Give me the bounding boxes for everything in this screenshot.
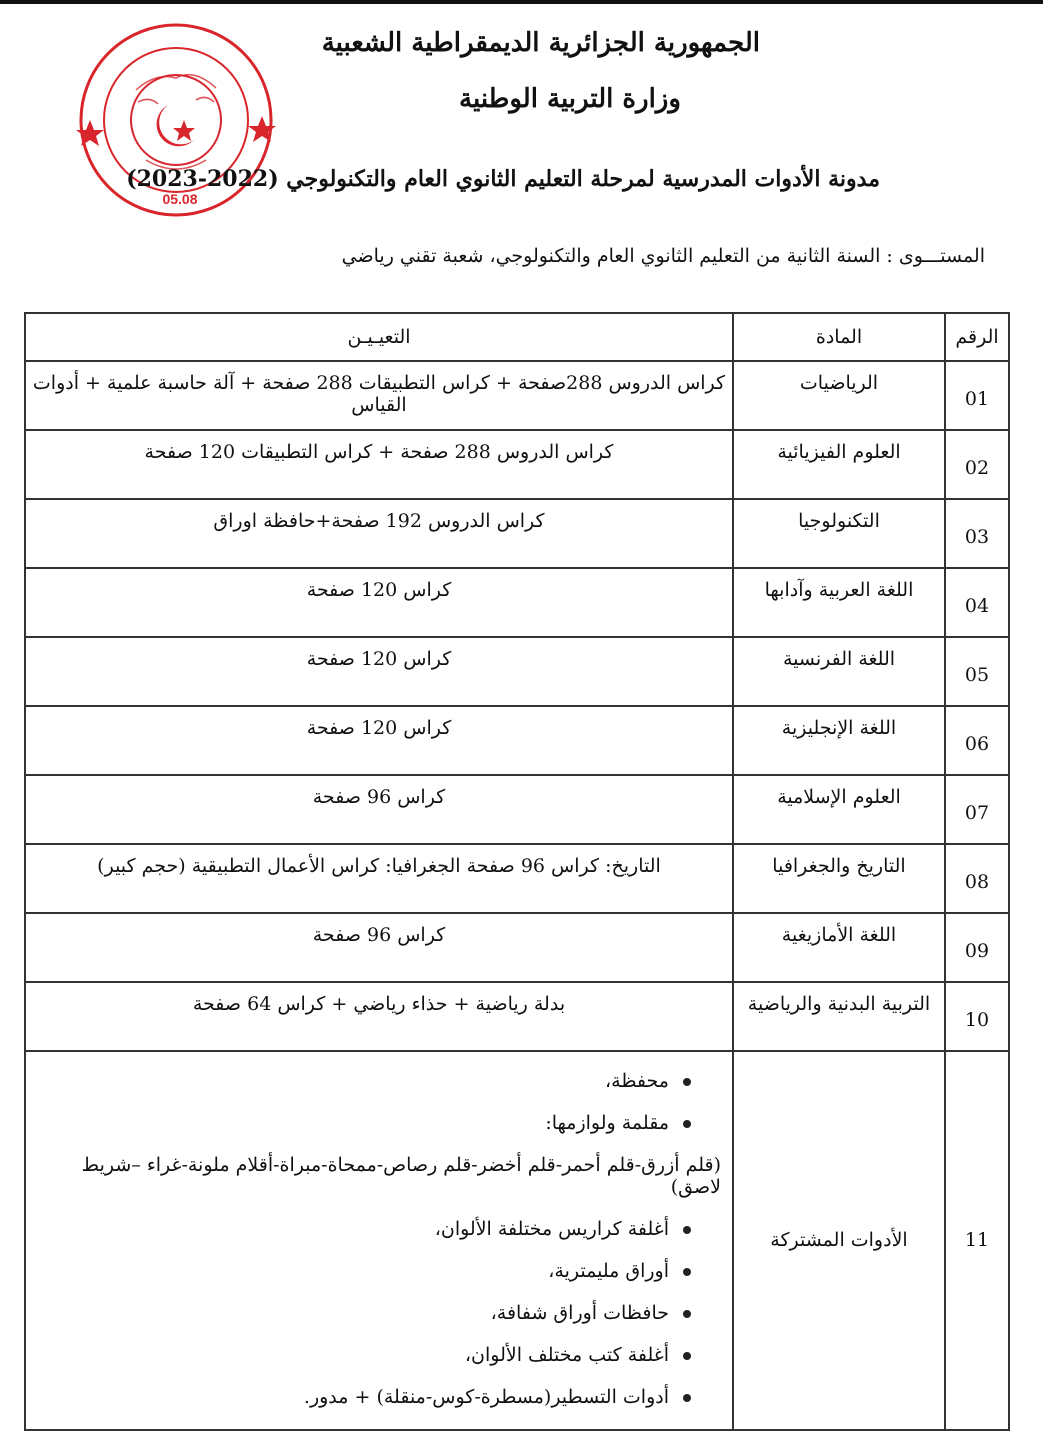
bullet-icon [683,1078,691,1086]
row-num: 07 [945,775,1009,844]
row-designation: كراس 96 صفحة [25,775,733,844]
list-item: مقلمة ولوازمها: [27,1112,691,1134]
bullet-icon [683,1394,691,1402]
table-row [25,637,1009,706]
table-row [25,430,1009,499]
row-num: 11 [945,1051,1009,1430]
row-num: 06 [945,706,1009,775]
common-tools-cell [25,1051,733,1430]
common-tools-list [27,1070,731,1408]
bullet-icon [683,1352,691,1360]
row-num: 03 [945,499,1009,568]
row-designation: بدلة رياضية + حذاء رياضي + كراس 64 صفحة [25,982,733,1051]
table-row [25,499,1009,568]
row-subject: العلوم الإسلامية [733,775,945,844]
table-row [25,568,1009,637]
row-subject: التربية البدنية والرياضية [733,982,945,1051]
list-item: أغلفة كتب مختلف الألوان، [27,1344,691,1366]
document-title: مدونة الأدوات المدرسية لمرحلة التعليم الثانوي العام والتكنولوجي (2022-2023) [126,166,880,192]
supplies-table [24,312,1010,1431]
table-row [25,361,1009,430]
row-designation: كراس الدروس 192 صفحة+حافظة اوراق [25,499,733,568]
row-designation: كراس 96 صفحة [25,913,733,982]
row-num: 04 [945,568,1009,637]
list-item: أغلفة كراريس مختلفة الألوان، [27,1218,691,1240]
list-item: (قلم أزرق-قلم أحمر-قلم أخضر-قلم رصاص-ممحاة-مبراة-أقلام ملونة-غراء –شريط لاصق) [81,1154,721,1198]
row-subject: العلوم الفيزيائية [733,430,945,499]
row-num: 10 [945,982,1009,1051]
row-num: 01 [945,361,1009,430]
list-item: أدوات التسطير(مسطرة-كوس-منقلة) + مدور. [27,1386,691,1408]
header-subject: المادة [733,313,945,361]
row-num: 02 [945,430,1009,499]
row-subject: اللغة العربية وآدابها [733,568,945,637]
level-line: المستـــوى : السنة الثانية من التعليم الثانوي العام والتكنولوجي، شعبة تقني رياضي [341,245,985,267]
stamp-date: 05.08 [162,191,198,207]
table-row [25,844,1009,913]
row-subject: الأدوات المشتركة [733,1051,945,1430]
row-subject: اللغة الفرنسية [733,637,945,706]
list-item: أوراق مليمترية، [27,1260,691,1282]
table-row-common [25,1051,1009,1430]
table-row [25,913,1009,982]
table-row [25,775,1009,844]
list-item: حافظات أوراق شفافة، [27,1302,691,1324]
row-subject: التكنولوجيا [733,499,945,568]
row-designation: التاريخ: كراس 96 صفحة الجغرافيا: كراس الأعمال التطبيقية (حجم كبير) [25,844,733,913]
bullet-icon [683,1226,691,1234]
row-subject: اللغة الأمازيغية [733,913,945,982]
row-num: 08 [945,844,1009,913]
top-edge-bar [0,0,1043,4]
row-subject: التاريخ والجغرافيا [733,844,945,913]
header-designation: التعيـيـن [25,313,733,361]
stamp-crescent [157,105,194,146]
row-designation: كراس 120 صفحة [25,706,733,775]
table-header-row [25,313,1009,361]
row-designation: كراس الدروس 288صفحة + كراس التطبيقات 288 صفحة + آلة حاسبة علمية + أدوات القياس [25,361,733,430]
bullet-icon [683,1268,691,1276]
row-subject: اللغة الإنجليزية [733,706,945,775]
republic-title: الجمهورية الجزائرية الديمقراطية الشعبية [321,28,760,58]
row-subject: الرياضيات [733,361,945,430]
row-num: 09 [945,913,1009,982]
table-row [25,706,1009,775]
row-designation: كراس الدروس 288 صفحة + كراس التطبيقات 120 صفحة [25,430,733,499]
header-num: الرقم [945,313,1009,361]
ministry-title: وزارة التربية الوطنية [459,84,681,114]
list-item: محفظة، [27,1070,691,1092]
row-designation: كراس 120 صفحة [25,568,733,637]
row-designation: كراس 120 صفحة [25,637,733,706]
bullet-icon [683,1310,691,1318]
bullet-icon [683,1120,691,1128]
table-row [25,982,1009,1051]
row-num: 05 [945,637,1009,706]
